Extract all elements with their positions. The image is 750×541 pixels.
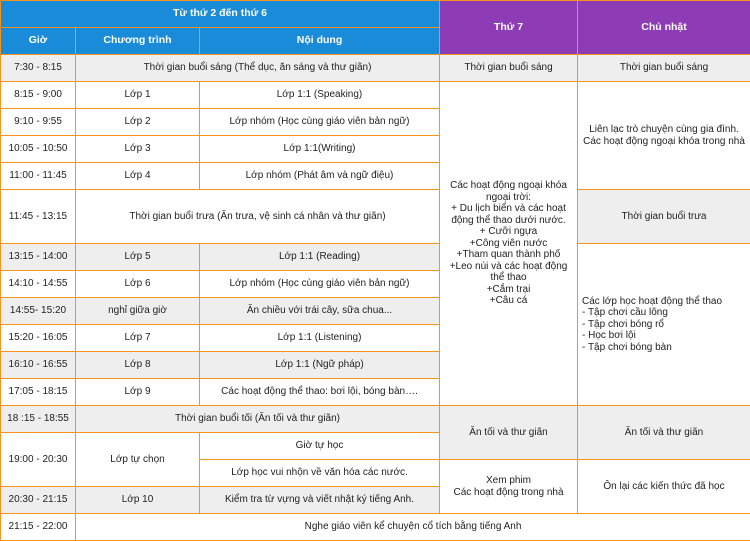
sunday-header: Chủ nhật	[578, 1, 750, 55]
program-cell: Lớp 7	[76, 325, 200, 352]
content-column-header: Nội dung	[200, 28, 440, 55]
time-cell: 10:05 - 10:50	[1, 136, 76, 163]
saturday-cell: Xem phim Các hoạt động trong nhà	[440, 460, 578, 514]
time-cell: 14:10 - 14:55	[1, 271, 76, 298]
sunday-cell: Thời gian buổi sáng	[578, 55, 750, 82]
time-cell: 16:10 - 16:55	[1, 352, 76, 379]
program-cell: Lớp tự chọn	[76, 433, 200, 487]
time-cell: 9:10 - 9:55	[1, 109, 76, 136]
weekday-activity-cell: Nghe giáo viên kể chuyện cổ tích bằng tiếng Anh	[76, 514, 750, 541]
time-cell: 18 :15 - 18:55	[1, 406, 76, 433]
program-cell: Lớp 5	[76, 244, 200, 271]
time-cell: 11:00 - 11:45	[1, 163, 76, 190]
time-cell: 8:15 - 9:00	[1, 82, 76, 109]
program-cell: nghỉ giữa giờ	[76, 298, 200, 325]
sunday-cell: Thời gian buổi trưa	[578, 190, 750, 244]
content-cell: Lớp nhóm (Phát âm và ngữ điệu)	[200, 163, 440, 190]
program-cell: Lớp 3	[76, 136, 200, 163]
weekday-activity-cell: Thời gian buổi tối (Ăn tối và thư giãn)	[76, 406, 440, 433]
saturday-cell: Ăn tối và thư giãn	[440, 406, 578, 460]
content-cell: Lớp 1:1(Writing)	[200, 136, 440, 163]
content-cell: Các hoạt động thể thao: bơi lội, bóng bàn….	[200, 379, 440, 406]
content-cell: Lớp 1:1 (Ngữ pháp)	[200, 352, 440, 379]
content-cell: Kiểm tra từ vựng và viết nhật ký tiếng Anh.	[200, 487, 440, 514]
program-cell: Lớp 4	[76, 163, 200, 190]
time-cell: 21:15 - 22:00	[1, 514, 76, 541]
sunday-cell: Ăn tối và thư giãn	[578, 406, 750, 460]
saturday-header: Thứ 7	[440, 1, 578, 55]
content-cell: Ăn chiều với trái cây, sữa chua...	[200, 298, 440, 325]
content-cell: Lớp 1:1 (Reading)	[200, 244, 440, 271]
weekday-group-header: Từ thứ 2 đến thứ 6	[1, 1, 440, 28]
time-cell: 13:15 - 14:00	[1, 244, 76, 271]
time-cell: 11:45 - 13:15	[1, 190, 76, 244]
program-cell: Lớp 8	[76, 352, 200, 379]
program-column-header: Chương trình	[76, 28, 200, 55]
time-cell: 17:05 - 18:15	[1, 379, 76, 406]
content-cell: Lớp nhóm (Học cùng giáo viên bản ngữ)	[200, 271, 440, 298]
time-cell: 20:30 - 21:15	[1, 487, 76, 514]
content-cell: Lớp nhóm (Học cùng giáo viên bản ngữ)	[200, 109, 440, 136]
program-cell: Lớp 2	[76, 109, 200, 136]
time-cell: 15:20 - 16:05	[1, 325, 76, 352]
content-cell: Lớp học vui nhộn về văn hóa các nước.	[200, 460, 440, 487]
weekday-activity-cell: Thời gian buổi trưa (Ăn trưa, vệ sinh cá nhân và thư giãn)	[76, 190, 440, 244]
saturday-outdoor-activities: Các hoạt động ngoại khóa ngoại trời: + Du lịch biển và các hoạt động thể thao dưới nước. + Cưỡi ngựa +Công viên nước +Tham quan thành phố +Leo núi và các hoạt động thể thao +Cắm trại +Câu cá	[440, 82, 578, 406]
sunday-morning-activities: Liên lạc trò chuyện cùng gia đình. Các hoạt động ngoại khóa trong nhà	[578, 82, 750, 190]
time-cell: 7:30 - 8:15	[1, 55, 76, 82]
sunday-sports-classes: Các lớp học hoạt động thể thao - Tập chơi cầu lông - Tập chơi bóng rổ - Học bơi lội - Tập chơi bóng bàn	[578, 244, 750, 406]
program-cell: Lớp 10	[76, 487, 200, 514]
time-column-header: Giờ	[1, 28, 76, 55]
content-cell: Giờ tự học	[200, 433, 440, 460]
weekday-activity-cell: Thời gian buổi sáng (Thể dục, ăn sáng và thư giãn)	[76, 55, 440, 82]
saturday-cell: Thời gian buổi sáng	[440, 55, 578, 82]
time-cell: 14:55- 15:20	[1, 298, 76, 325]
content-cell: Lớp 1:1 (Listening)	[200, 325, 440, 352]
content-cell: Lớp 1:1 (Speaking)	[200, 82, 440, 109]
time-cell: 19:00 - 20:30	[1, 433, 76, 487]
program-cell: Lớp 1	[76, 82, 200, 109]
program-cell: Lớp 6	[76, 271, 200, 298]
program-cell: Lớp 9	[76, 379, 200, 406]
sunday-cell: Ôn lại các kiến thức đã học	[578, 460, 750, 514]
